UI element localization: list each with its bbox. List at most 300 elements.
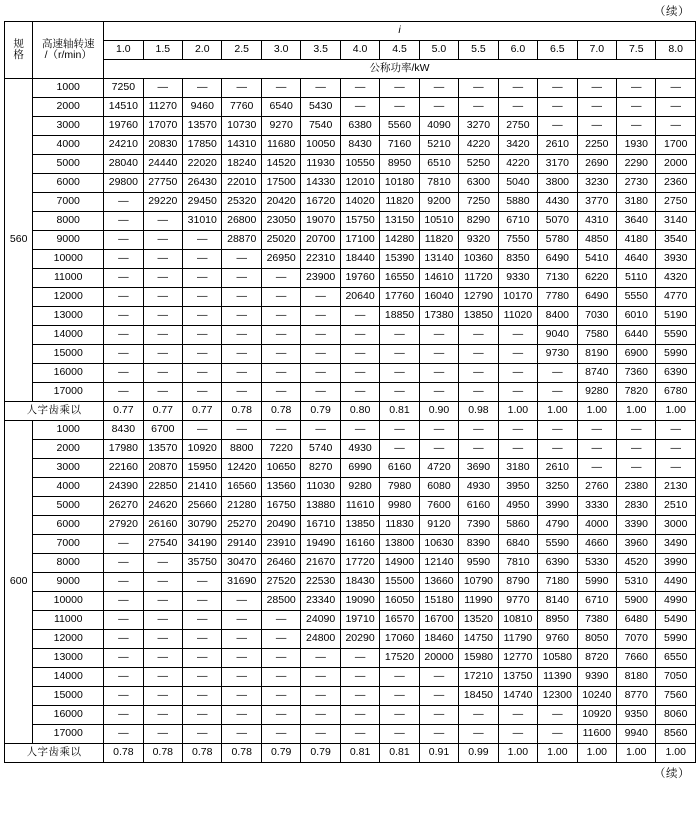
power-cell-empty: — — [419, 79, 458, 98]
power-cell: 11390 — [538, 668, 577, 687]
power-cell: 7390 — [459, 516, 498, 535]
table-row — [5, 250, 696, 269]
power-cell-empty: — — [380, 706, 419, 725]
power-cell-empty: — — [183, 630, 222, 649]
power-cell-empty: — — [143, 345, 182, 364]
power-cell-empty: — — [656, 79, 696, 98]
power-cell: 10510 — [419, 212, 458, 231]
power-cell: 5780 — [538, 231, 577, 250]
power-cell: 4950 — [498, 497, 537, 516]
power-cell: 5210 — [419, 136, 458, 155]
power-cell-empty: — — [380, 364, 419, 383]
power-cell-empty: — — [104, 269, 143, 288]
table-row — [5, 117, 696, 136]
power-cell: 3930 — [656, 250, 696, 269]
header-speed-line1: 高速轴转速 — [41, 37, 95, 50]
power-cell: 3960 — [617, 535, 656, 554]
power-cell: 3270 — [459, 117, 498, 136]
power-cell-empty: — — [183, 421, 222, 440]
power-cell-empty: — — [459, 364, 498, 383]
speed-cell: 16000 — [33, 364, 104, 383]
power-cell: 22160 — [104, 459, 143, 478]
table-row — [5, 630, 696, 649]
power-cell-empty: — — [380, 421, 419, 440]
power-cell-empty: — — [183, 611, 222, 630]
power-cell: 13140 — [419, 250, 458, 269]
header-ratio-2.5: 2.5 — [222, 41, 261, 60]
header-row-power — [5, 60, 696, 79]
power-cell: 19760 — [340, 269, 379, 288]
power-cell: 3490 — [656, 535, 696, 554]
power-cell: 5430 — [301, 98, 340, 117]
power-cell: 7810 — [419, 174, 458, 193]
power-cell: 11270 — [143, 98, 182, 117]
factor-cell: 1.00 — [577, 402, 616, 421]
power-cell-empty: — — [104, 326, 143, 345]
power-cell: 6510 — [419, 155, 458, 174]
power-cell: 6900 — [617, 345, 656, 364]
power-cell: 28040 — [104, 155, 143, 174]
power-cell-empty: — — [183, 573, 222, 592]
power-cell: 9040 — [538, 326, 577, 345]
power-cell-empty: — — [261, 326, 300, 345]
power-cell: 7220 — [261, 440, 300, 459]
power-cell-empty: — — [104, 383, 143, 402]
power-cell-empty: — — [419, 687, 458, 706]
power-cell: 16750 — [261, 497, 300, 516]
header-power-label: 公称功率/kW — [104, 60, 696, 79]
speed-cell: 15000 — [33, 345, 104, 364]
power-cell: 6480 — [617, 611, 656, 630]
header-ratio-4.0: 4.0 — [340, 41, 379, 60]
power-cell: 13850 — [340, 516, 379, 535]
power-cell: 12790 — [459, 288, 498, 307]
factor-cell: 0.78 — [222, 744, 261, 763]
power-cell-empty: — — [340, 364, 379, 383]
power-cell: 12010 — [340, 174, 379, 193]
power-cell: 10920 — [183, 440, 222, 459]
power-cell-empty: — — [222, 725, 261, 744]
table-row — [5, 573, 696, 592]
header-ratio-3.0: 3.0 — [261, 41, 300, 60]
power-cell: 31690 — [222, 573, 261, 592]
power-cell: 29220 — [143, 193, 182, 212]
power-cell: 18430 — [340, 573, 379, 592]
power-cell-empty: — — [143, 592, 182, 611]
power-cell-empty: — — [261, 421, 300, 440]
power-cell: 11680 — [261, 136, 300, 155]
speed-cell: 6000 — [33, 174, 104, 193]
power-cell: 4720 — [419, 459, 458, 478]
power-cell: 21670 — [301, 554, 340, 573]
power-cell: 12140 — [419, 554, 458, 573]
power-cell: 15180 — [419, 592, 458, 611]
power-rating-table — [4, 21, 696, 763]
power-cell-empty: — — [577, 79, 616, 98]
speed-cell: 7000 — [33, 535, 104, 554]
power-cell-empty: — — [498, 364, 537, 383]
power-cell: 7600 — [419, 497, 458, 516]
power-cell: 10920 — [577, 706, 616, 725]
power-cell-empty: — — [104, 193, 143, 212]
speed-cell: 1000 — [33, 421, 104, 440]
power-cell: 11790 — [498, 630, 537, 649]
power-cell: 3770 — [577, 193, 616, 212]
power-cell-empty: — — [143, 611, 182, 630]
power-cell: 5740 — [301, 440, 340, 459]
power-cell-empty: — — [380, 326, 419, 345]
power-cell-empty: — — [340, 98, 379, 117]
factor-cell: 0.91 — [419, 744, 458, 763]
power-cell: 6490 — [577, 288, 616, 307]
power-cell: 8350 — [498, 250, 537, 269]
power-cell-empty: — — [340, 421, 379, 440]
power-cell-empty: — — [498, 79, 537, 98]
power-cell: 20870 — [143, 459, 182, 478]
factor-row — [5, 744, 696, 763]
power-cell: 3180 — [498, 459, 537, 478]
power-cell: 3540 — [656, 231, 696, 250]
power-cell-empty: — — [340, 307, 379, 326]
power-cell-empty: — — [143, 307, 182, 326]
power-cell: 5490 — [656, 611, 696, 630]
power-cell-empty: — — [261, 611, 300, 630]
power-cell-empty: — — [143, 630, 182, 649]
header-speed — [33, 22, 104, 79]
power-cell-empty: — — [617, 79, 656, 98]
table-row — [5, 345, 696, 364]
power-cell: 6780 — [656, 383, 696, 402]
power-cell: 15500 — [380, 573, 419, 592]
table-row — [5, 668, 696, 687]
speed-cell: 10000 — [33, 250, 104, 269]
factor-cell: 1.00 — [656, 744, 696, 763]
power-cell: 10550 — [340, 155, 379, 174]
power-cell: 19070 — [301, 212, 340, 231]
factor-cell: 0.98 — [459, 402, 498, 421]
power-cell: 16050 — [380, 592, 419, 611]
power-cell: 15390 — [380, 250, 419, 269]
power-cell: 7250 — [459, 193, 498, 212]
power-cell-empty: — — [104, 288, 143, 307]
power-cell: 11820 — [380, 193, 419, 212]
factor-cell: 0.81 — [340, 744, 379, 763]
power-cell: 16040 — [419, 288, 458, 307]
power-cell: 13800 — [380, 535, 419, 554]
speed-cell: 9000 — [33, 573, 104, 592]
speed-cell: 11000 — [33, 611, 104, 630]
power-cell: 8430 — [340, 136, 379, 155]
factor-cell: 1.00 — [577, 744, 616, 763]
power-cell: 27920 — [104, 516, 143, 535]
power-cell: 9940 — [617, 725, 656, 744]
power-cell: 9390 — [577, 668, 616, 687]
power-cell: 12770 — [498, 649, 537, 668]
power-cell-empty: — — [183, 649, 222, 668]
power-cell: 7160 — [380, 136, 419, 155]
power-cell-empty: — — [261, 345, 300, 364]
power-cell: 2610 — [538, 459, 577, 478]
power-cell-empty: — — [538, 117, 577, 136]
power-cell-empty: — — [183, 288, 222, 307]
power-cell-empty: — — [222, 611, 261, 630]
power-cell-empty: — — [617, 459, 656, 478]
table-row — [5, 554, 696, 573]
power-cell-empty: — — [340, 687, 379, 706]
table-row — [5, 611, 696, 630]
power-cell-empty: — — [143, 79, 182, 98]
power-cell: 11820 — [419, 231, 458, 250]
factor-label: 人字齿乘以 — [5, 402, 104, 421]
power-cell: 26270 — [104, 497, 143, 516]
power-cell: 28870 — [222, 231, 261, 250]
header-ratio-5.5: 5.5 — [459, 41, 498, 60]
power-cell: 8950 — [538, 611, 577, 630]
power-cell: 3180 — [617, 193, 656, 212]
power-cell: 14510 — [104, 98, 143, 117]
power-cell: 6490 — [538, 250, 577, 269]
power-cell-empty: — — [340, 79, 379, 98]
power-cell-empty: — — [183, 307, 222, 326]
power-cell-empty: — — [301, 706, 340, 725]
table-row — [5, 459, 696, 478]
power-cell: 7070 — [617, 630, 656, 649]
power-cell: 9200 — [419, 193, 458, 212]
power-cell-empty: — — [459, 421, 498, 440]
power-cell-empty: — — [617, 98, 656, 117]
power-cell-empty: — — [419, 706, 458, 725]
power-cell-empty: — — [222, 630, 261, 649]
power-cell-empty: — — [577, 459, 616, 478]
power-cell: 4220 — [498, 155, 537, 174]
table-row — [5, 516, 696, 535]
power-cell-empty: — — [183, 706, 222, 725]
power-cell-empty: — — [183, 250, 222, 269]
power-cell: 7180 — [538, 573, 577, 592]
power-cell: 14520 — [261, 155, 300, 174]
power-cell-empty: — — [656, 117, 696, 136]
factor-cell: 1.00 — [617, 744, 656, 763]
speed-cell: 6000 — [33, 516, 104, 535]
power-cell: 8060 — [656, 706, 696, 725]
power-cell: 10240 — [577, 687, 616, 706]
power-cell: 19090 — [340, 592, 379, 611]
power-cell: 8390 — [459, 535, 498, 554]
power-cell: 17520 — [380, 649, 419, 668]
power-cell: 5990 — [577, 573, 616, 592]
power-cell: 25270 — [222, 516, 261, 535]
power-cell: 6540 — [261, 98, 300, 117]
power-cell-empty: — — [617, 440, 656, 459]
power-cell: 3640 — [617, 212, 656, 231]
power-cell: 7050 — [656, 668, 696, 687]
power-cell: 20490 — [261, 516, 300, 535]
power-cell: 5590 — [656, 326, 696, 345]
power-cell: 27520 — [261, 573, 300, 592]
power-cell: 13150 — [380, 212, 419, 231]
continued-marker-bottom: （续） — [654, 768, 690, 780]
power-cell: 8740 — [577, 364, 616, 383]
speed-cell: 17000 — [33, 725, 104, 744]
power-cell-empty: — — [104, 212, 143, 231]
power-cell-empty: — — [143, 573, 182, 592]
power-cell-empty: — — [577, 440, 616, 459]
power-cell: 2360 — [656, 174, 696, 193]
power-cell-empty: — — [498, 345, 537, 364]
power-cell-empty: — — [143, 288, 182, 307]
power-cell: 14280 — [380, 231, 419, 250]
power-cell-empty: — — [261, 307, 300, 326]
power-cell: 3390 — [617, 516, 656, 535]
power-cell-empty: — — [261, 649, 300, 668]
power-cell-empty: — — [498, 725, 537, 744]
power-cell: 5550 — [617, 288, 656, 307]
power-cell: 6080 — [419, 478, 458, 497]
power-cell-empty: — — [261, 725, 300, 744]
power-cell: 16560 — [222, 478, 261, 497]
power-cell: 16720 — [301, 193, 340, 212]
power-cell-empty: — — [459, 706, 498, 725]
power-cell-empty: — — [498, 326, 537, 345]
power-cell: 9120 — [419, 516, 458, 535]
power-cell: 5190 — [656, 307, 696, 326]
power-cell-empty: — — [104, 630, 143, 649]
power-cell-empty: — — [538, 79, 577, 98]
power-cell-empty: — — [222, 345, 261, 364]
power-cell-empty: — — [380, 725, 419, 744]
power-cell-empty: — — [183, 687, 222, 706]
header-ratio-6.0: 6.0 — [498, 41, 537, 60]
header-row-ratios — [5, 41, 696, 60]
power-cell-empty: — — [498, 421, 537, 440]
power-cell: 11020 — [498, 307, 537, 326]
power-cell-empty: — — [538, 383, 577, 402]
power-cell: 15950 — [183, 459, 222, 478]
speed-cell: 3000 — [33, 459, 104, 478]
power-cell-empty: — — [419, 383, 458, 402]
power-cell: 2690 — [577, 155, 616, 174]
factor-cell: 1.00 — [656, 402, 696, 421]
power-cell: 17500 — [261, 174, 300, 193]
table-row — [5, 193, 696, 212]
factor-cell: 0.78 — [104, 744, 143, 763]
power-cell-empty: — — [104, 250, 143, 269]
power-cell: 4930 — [459, 478, 498, 497]
power-cell: 16550 — [380, 269, 419, 288]
power-cell-empty: — — [538, 440, 577, 459]
speed-cell: 17000 — [33, 383, 104, 402]
factor-cell: 0.78 — [222, 402, 261, 421]
header-spec — [5, 22, 33, 79]
power-cell-empty: — — [222, 421, 261, 440]
power-cell: 24620 — [143, 497, 182, 516]
table-header — [5, 22, 696, 79]
power-cell: 2610 — [538, 136, 577, 155]
power-cell-empty: — — [143, 269, 182, 288]
power-cell: 26430 — [183, 174, 222, 193]
power-cell: 11930 — [301, 155, 340, 174]
power-cell: 19710 — [340, 611, 379, 630]
power-cell: 29140 — [222, 535, 261, 554]
power-cell-empty: — — [419, 421, 458, 440]
table-row — [5, 212, 696, 231]
power-cell-empty: — — [183, 383, 222, 402]
header-row-i — [5, 22, 696, 41]
power-cell: 15750 — [340, 212, 379, 231]
power-cell-empty: — — [577, 98, 616, 117]
power-cell: 4990 — [656, 592, 696, 611]
speed-cell: 10000 — [33, 592, 104, 611]
power-cell-empty: — — [222, 250, 261, 269]
power-cell-empty: — — [301, 687, 340, 706]
power-cell-empty: — — [222, 79, 261, 98]
power-cell: 17060 — [380, 630, 419, 649]
power-cell: 8560 — [656, 725, 696, 744]
power-cell: 22310 — [301, 250, 340, 269]
power-cell: 22850 — [143, 478, 182, 497]
power-cell: 12300 — [538, 687, 577, 706]
power-cell: 5880 — [498, 193, 537, 212]
power-cell: 8400 — [538, 307, 577, 326]
power-cell: 8790 — [498, 573, 537, 592]
power-cell: 11830 — [380, 516, 419, 535]
power-cell: 13570 — [183, 117, 222, 136]
power-cell: 2760 — [577, 478, 616, 497]
table-row — [5, 421, 696, 440]
power-cell-empty: — — [143, 725, 182, 744]
table-row — [5, 174, 696, 193]
power-cell: 16160 — [340, 535, 379, 554]
power-cell-empty: — — [183, 364, 222, 383]
power-cell-empty: — — [222, 687, 261, 706]
power-cell: 6160 — [459, 497, 498, 516]
power-cell: 4000 — [577, 516, 616, 535]
power-cell: 14750 — [459, 630, 498, 649]
power-cell: 8190 — [577, 345, 616, 364]
power-cell-empty: — — [538, 421, 577, 440]
table-row — [5, 155, 696, 174]
power-cell-empty: — — [183, 231, 222, 250]
power-cell: 7130 — [538, 269, 577, 288]
power-cell-empty: — — [380, 79, 419, 98]
power-cell: 7580 — [577, 326, 616, 345]
power-cell: 16570 — [380, 611, 419, 630]
power-cell: 3230 — [577, 174, 616, 193]
speed-cell: 7000 — [33, 193, 104, 212]
power-cell: 4180 — [617, 231, 656, 250]
power-cell: 5330 — [577, 554, 616, 573]
power-cell-empty: — — [222, 364, 261, 383]
power-cell-empty: — — [340, 668, 379, 687]
power-cell-empty: — — [261, 269, 300, 288]
power-cell-empty: — — [656, 459, 696, 478]
power-cell-empty: — — [261, 706, 300, 725]
power-cell: 16700 — [419, 611, 458, 630]
speed-cell: 13000 — [33, 649, 104, 668]
power-cell: 6010 — [617, 307, 656, 326]
factor-cell: 0.77 — [143, 402, 182, 421]
factor-label: 人字齿乘以 — [5, 744, 104, 763]
power-cell-empty: — — [577, 421, 616, 440]
power-cell-empty: — — [380, 668, 419, 687]
power-cell: 13560 — [261, 478, 300, 497]
power-cell-empty: — — [301, 421, 340, 440]
power-cell: 22010 — [222, 174, 261, 193]
power-cell: 24210 — [104, 136, 143, 155]
power-cell: 19760 — [104, 117, 143, 136]
power-cell: 5860 — [498, 516, 537, 535]
power-cell: 7360 — [617, 364, 656, 383]
